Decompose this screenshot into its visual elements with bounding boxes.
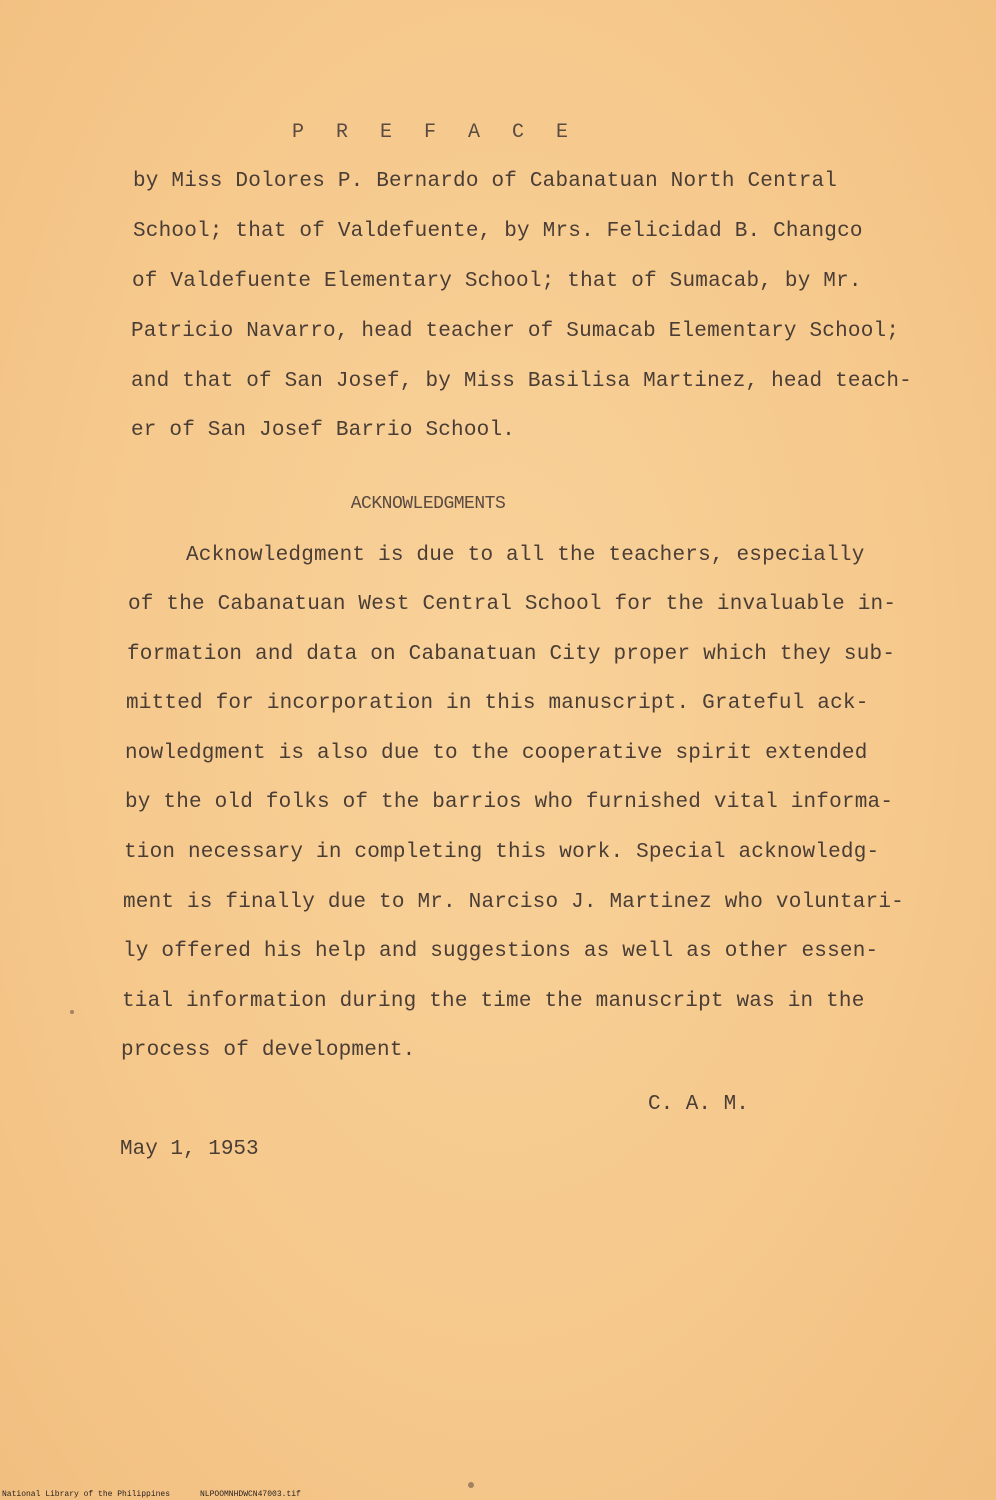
preface-line: School; that of Valdefuente, by Mrs. Felicidad B. Changco — [133, 220, 863, 243]
ack-line: ment is finally due to Mr. Narciso J. Martinez who voluntari- — [123, 891, 904, 914]
ack-line: process of development. — [121, 1039, 416, 1062]
ack-line: ly offered his help and suggestions as well as other essen- — [123, 940, 879, 963]
ack-line: nowledgment is also due to the cooperative spirit extended — [125, 742, 868, 765]
signature-initials: C. A. M. — [648, 1093, 749, 1116]
document-date: May 1, 1953 — [120, 1138, 259, 1161]
preface-line: and that of San Josef, by Miss Basilisa Martinez, head teach- — [131, 370, 912, 393]
ack-line: tion necessary in completing this work. Special acknowledg- — [124, 841, 880, 864]
ack-line: Acknowledgment is due to all the teachers, especially — [186, 544, 865, 567]
ack-line: by the old folks of the barrios who furnished vital informa- — [125, 791, 894, 814]
library-credit: National Library of the Philippines — [2, 1490, 171, 1499]
acknowledgments-heading: ACKNOWLEDGMENTS — [350, 494, 506, 514]
preface-line: of Valdefuente Elementary School; that of Sumacab, by Mr. — [132, 270, 862, 293]
paper-speck — [468, 1482, 474, 1488]
ack-line: mitted for incorporation in this manuscript. Grateful ack- — [126, 692, 869, 715]
preface-line: Patricio Navarro, head teacher of Sumacab Elementary School; — [131, 320, 900, 343]
paper-speck — [70, 1010, 74, 1014]
scan-filename: NLPOOMNHDWCN47003.tif — [200, 1490, 301, 1499]
ack-line: formation and data on Cabanatuan City proper which they sub- — [127, 643, 896, 666]
ack-line: of the Cabanatuan West Central School for the invaluable in- — [128, 593, 897, 616]
preface-heading: P R E F A C E — [291, 121, 579, 144]
ack-line: tial information during the time the manuscript was in the — [122, 990, 865, 1013]
preface-line: er of San Josef Barrio School. — [131, 419, 516, 442]
preface-line: by Miss Dolores P. Bernardo of Cabanatuan North Central — [133, 170, 838, 193]
